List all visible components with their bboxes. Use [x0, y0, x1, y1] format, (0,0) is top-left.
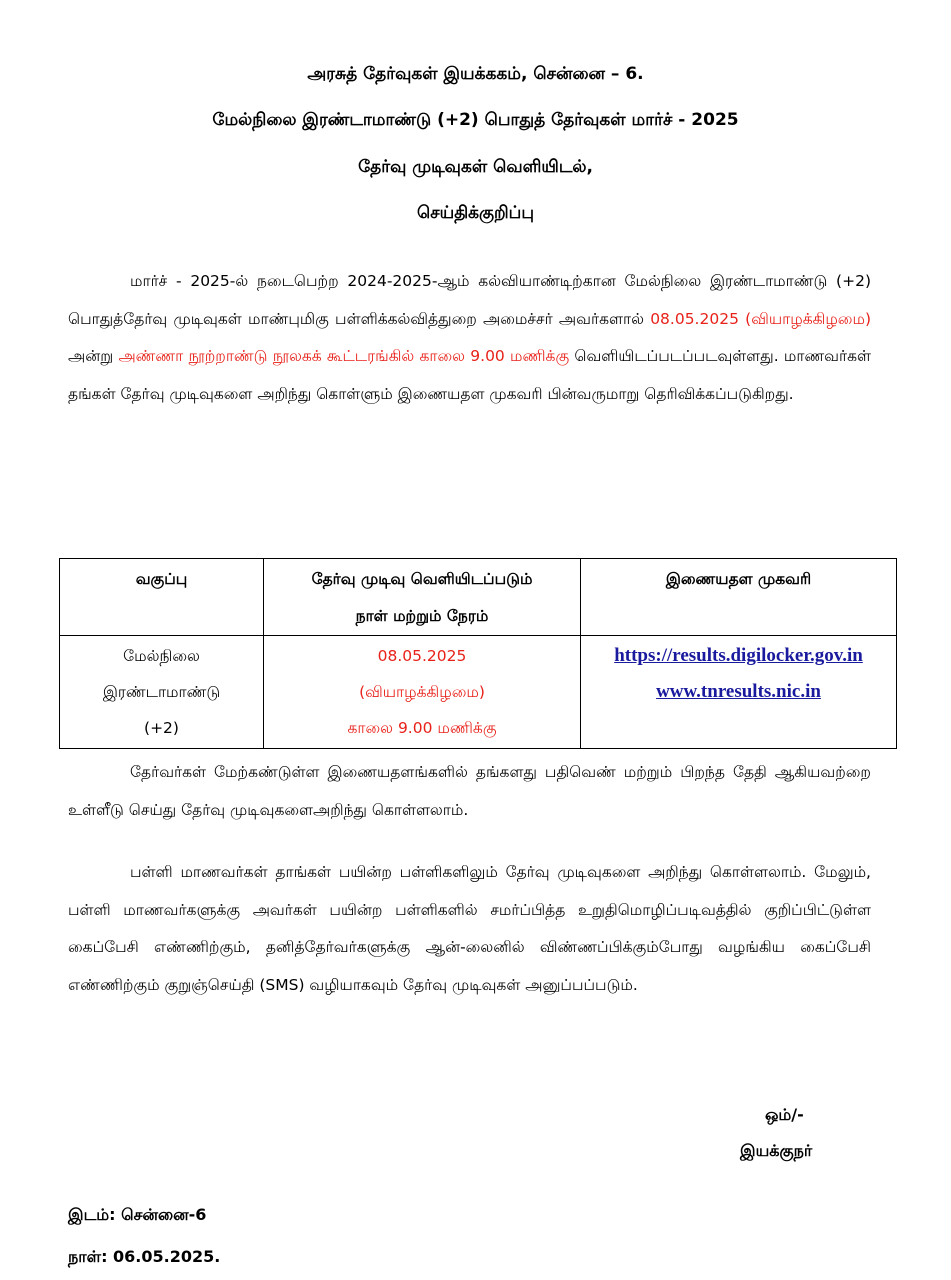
director-designation: இயக்குநர்: [740, 1141, 813, 1160]
result-time: காலை 9.00 மணிக்கு: [347, 719, 497, 737]
header-website: இணையதள முகவரி: [581, 559, 897, 636]
header-datetime: [264, 559, 581, 636]
class-line1: மேல்நிலை: [123, 647, 200, 665]
place-line: இடம்: சென்னை-6: [68, 1205, 207, 1224]
digilocker-link[interactable]: https://results.digilocker.gov.in: [614, 645, 863, 666]
cell-datetime: [264, 636, 581, 749]
signed-mark: ஒம்/-: [765, 1105, 804, 1124]
cell-website: [581, 636, 897, 749]
sms-paragraph: பள்ளி மாணவர்கள் தாங்கள் பயின்ற பள்ளிகளிலும் தேர்வு முடிவுகளை அறிந்து கொள்ளலாம். மேலும், பள்ளி மாணவர்களுக்கு அவர்கள் பயின்ற பள்ளிகளில் சமர்ப்பித்த உறுதிமொழிப்படிவத்தில் குறிப்பிட்டுள்ள கைப்பேசி எண்ணிற்கும், தனித்தேர்வர்களுக்கு ஆன்-லைனில் விண்ணப்பிக்கும்போது வழங்கிய கைப்பேசி எண்ணிற்கும் குறுஞ்செய்தி (SMS) வழியாகவும் தேர்வு முடிவுகள் அனுப்பப்படும்.: [68, 863, 871, 994]
release-date: 08.05.2025 (வியாழக்கிழமை): [650, 309, 871, 328]
header-class: வகுப்பு: [60, 559, 264, 636]
header-datetime-line2: நாள் மற்றும் நேரம்: [355, 607, 489, 625]
date-line: நாள்: 06.05.2025.: [68, 1247, 221, 1266]
result-day: (வியாழக்கிழமை): [359, 683, 485, 701]
cell-class: [60, 636, 264, 749]
press-release-title: செய்திக்குறிப்பு: [417, 203, 534, 223]
table-header-row: [60, 559, 897, 636]
class-line2: இரண்டாமாண்டு: [102, 683, 221, 701]
table-row: [60, 636, 897, 749]
result-date: 08.05.2025: [377, 647, 467, 665]
intro-text-3: வெளியிடப்படப்படவுள்ளது. மாணவர்கள் தங்கள் தேர்வு முடிவுகளை அறிந்து கொள்ளும் இணையதள முகவரி பின்வருமாறு தெரிவிக்கப்படுகிறது.: [68, 347, 872, 403]
department-title: அரசுத் தேர்வுகள் இயக்ககம், சென்னை – 6.: [307, 64, 644, 84]
intro-text-2: அன்று: [68, 347, 119, 365]
intro-paragraph: [68, 263, 871, 413]
class-line3: (+2): [144, 719, 179, 737]
release-venue: அண்ணா நூற்றாண்டு நூலகக் கூட்டரங்கில் காலை 9.00 மணிக்கு: [118, 347, 570, 365]
results-title: தேர்வு முடிவுகள் வெளியிடல்,: [358, 157, 593, 177]
intro-text-1: மார்ச் - 2025-ல் நடைபெற்ற 2024-2025-ஆம் கல்வியாண்டிற்கான மேல்நிலை இரண்டாமாண்டு (+2) பொதுத்தேர்வு முடிவுகள் மாண்புமிகு பள்ளிக்கல்வித்துறை அமைச்சர் அவர்களால்: [68, 272, 871, 328]
exam-title: மேல்நிலை இரண்டாமாண்டு (+2) பொதுத் தேர்வுகள் மார்ச் - 2025: [212, 110, 739, 130]
results-table: [59, 558, 897, 749]
tnresults-link[interactable]: www.tnresults.nic.in: [656, 681, 821, 702]
header-datetime-line1: தேர்வு முடிவு வெளியிடப்படும்: [311, 570, 533, 588]
instructions-paragraph: தேர்வர்கள் மேற்கண்டுள்ள இணையதளங்களில் தங்களது பதிவெண் மற்றும் பிறந்த தேதி ஆகியவற்றை உள்ளீடு செய்து தேர்வு முடிவுகளைஅறிந்து கொள்ளலாம்.: [68, 763, 871, 819]
